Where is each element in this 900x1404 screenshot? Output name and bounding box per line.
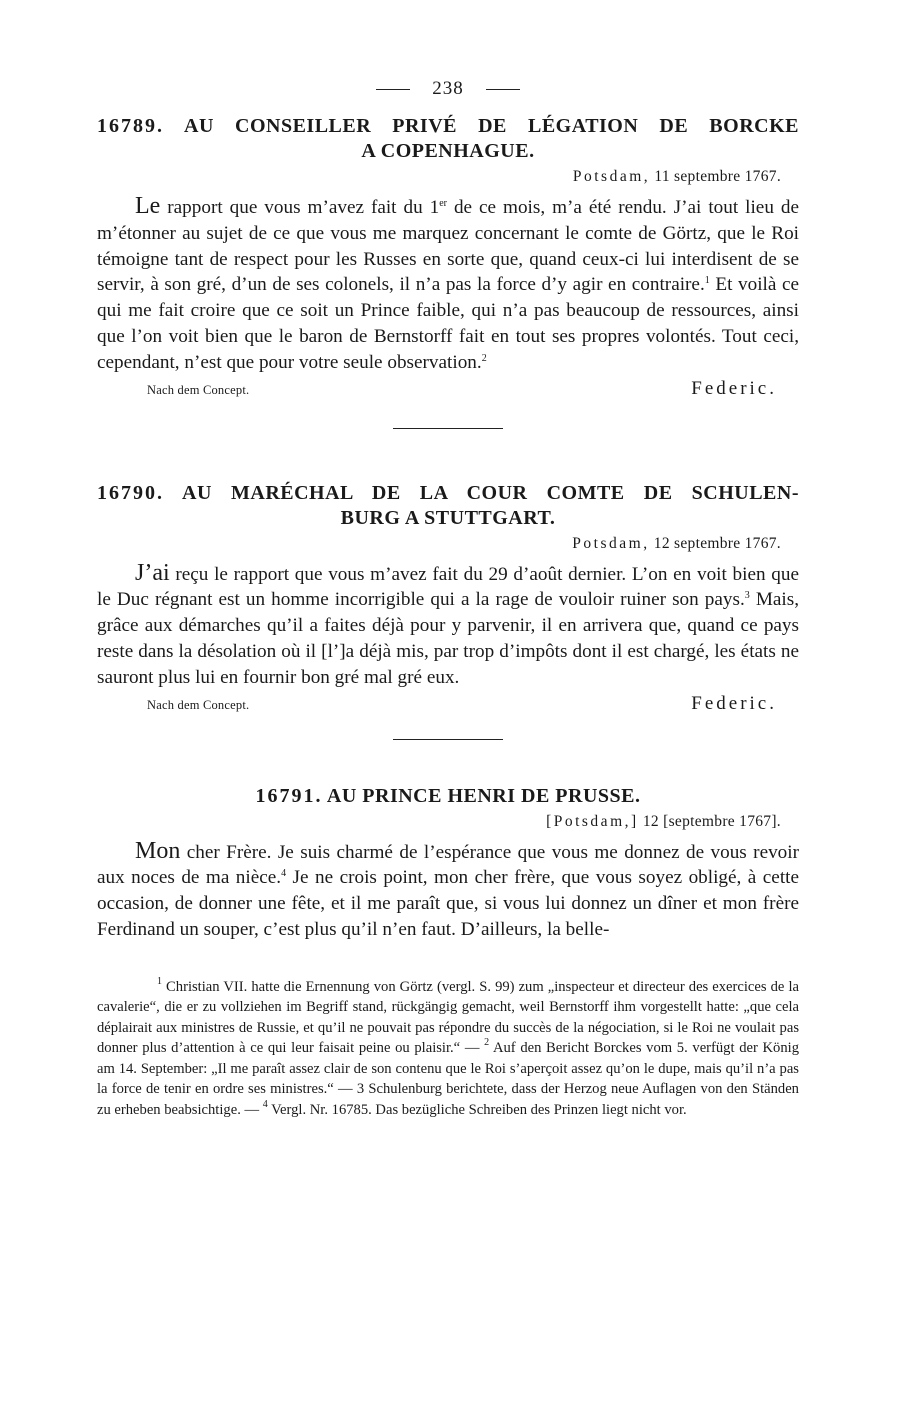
footnote-ref: 4: [281, 868, 287, 880]
page-number: 238: [432, 78, 464, 99]
page: [97, 78, 799, 1120]
source-note: Nach dem Concept.: [147, 382, 250, 397]
body-text: reçu le rapport que vous m’avez fait du 29 d’août dernier. L’on en voit bien que le Duc régnant est un homme incorrigible qui a la rage de vouloir ruiner son pays.: [97, 563, 799, 611]
letter-16789: [97, 114, 799, 429]
body-text: Et voilà ce qui me fait croire que ce soit un Prince faible, qui n’a pas beaucoup de ressources, ainsi que l’on voit bien que le baron de Bernstorff fait en tout ses propres volontés. Tout ceci, cependant, n’est que pour votre seule observation.: [97, 274, 800, 373]
first-word: Le: [135, 193, 161, 219]
superscript: er: [439, 198, 447, 209]
body-text: Mais, grâce aux démarches qu’il a faites déjà pour y parvenir, il en arrivera que, quand ce pays reste dans la désolation où il [l’]a déjà mis, par trop d’impôts dont il est chargé, les états ne sauront plus lui en fournir bon gré mal gré eux.: [97, 589, 800, 688]
dateline: [97, 535, 781, 553]
divider: [486, 89, 520, 90]
body-text: rapport que vous m’avez fait du 1: [160, 197, 440, 218]
letter-number: 16789.: [97, 115, 164, 137]
heading-text: AU CONSEILLER PRIVÉ DE LÉGATION DE BORCKE: [184, 115, 799, 137]
footnote-mark: 3: [356, 1081, 365, 1098]
footnote-ref: 1: [704, 275, 710, 287]
signature: Federic.: [691, 377, 777, 399]
footnotes: [97, 977, 799, 1121]
place: [Potsdam,]: [546, 812, 639, 830]
letter-body: [97, 839, 799, 943]
date: 12 septembre 1767.: [653, 534, 781, 552]
source-note: Nach dem Concept.: [147, 697, 250, 712]
heading-line-1: [97, 114, 799, 139]
footnote-mark: 2: [484, 1037, 490, 1049]
letter-body: [97, 561, 799, 691]
footnote-mark: 1: [157, 975, 162, 987]
letter-16790: [97, 481, 799, 740]
heading-line-1: [97, 481, 799, 506]
body-text: de ce mois, m’a été rendu. J’ai tout lieu de m’étonner au sujet de ce que vous me marquez concernant le comte de Görtz, que le Roi témoigne tant de respect pour les Russes en sorte que, quand ceux-ci lui interdisent de se servir, à son gré, d’un de ses colonels, il n’a pas la force d’y agir en contraire.: [97, 197, 799, 296]
first-word: Mon: [135, 837, 181, 864]
section-rule: [393, 428, 503, 429]
heading-line-2: BURG A STUTTGART.: [340, 506, 556, 529]
signature-row: [97, 378, 799, 400]
divider: [376, 89, 410, 90]
heading-line-2: A COPENHAGUE.: [361, 140, 535, 162]
letter-number: 16790.: [97, 481, 164, 504]
footnote-text: Vergl. Nr. 16785. Das bezügliche Schreiben des Prinzen liegt nicht vor.: [267, 1101, 687, 1118]
first-word: J’ai: [135, 559, 170, 586]
place: Potsdam,: [572, 534, 650, 552]
body-text: cher Frère. Je suis charmé de l’espérance que vous me donnez de vous revoir aux noces de ma nièce.: [97, 841, 799, 889]
footnote-ref: 2: [481, 352, 487, 364]
footnote-text: Schulenburg berichtete, dass der Herzog neue Auflagen von den Ständen zu erheben beabsichtige. —: [97, 1081, 799, 1118]
heading-text: AU PRINCE HENRI DE PRUSSE.: [326, 784, 641, 807]
section-rule: [393, 739, 503, 740]
footnote-ref: 3: [744, 590, 750, 602]
letter-body: [97, 194, 799, 376]
letter-heading: [97, 114, 799, 164]
letter-16791: [97, 784, 799, 943]
signature-row: [97, 693, 799, 715]
dateline: [97, 813, 781, 831]
footnote-text: Christian VII. hatte die Ernennung von Görtz (vergl. S. 99) zum „inspecteur et directeur des exercices de la cavalerie“, die er zu vollziehen im Begriff stand, rückgängig gemacht, weil Bernstorff ihm vorgestellt hatte: „que cela déplairait aux ministres de Russie, et qu’il ne pouvait pas répondre du succès de la négociation, si le Roi ne voulait pas donner plus d’attention à ce qui leur faisait peine ou plaisir.“ —: [97, 978, 799, 1057]
page-number-line: [97, 78, 799, 100]
signature: Federic.: [691, 692, 777, 714]
place: Potsdam,: [572, 168, 651, 185]
footnote-text: Auf den Bericht Borckes vom 5. verfügt der König am 14. September: „Il me paraît assez clair de son contenu que le Roi s’aperçoit assez qu’on le dupe, mais qu’il n’a pas la force de tenir en ordre ses ministres.“ —: [97, 1040, 799, 1098]
body-text: Je ne crois point, mon cher frère, que vous soyez obligé, à cette occasion, de donner une fête, et il me paraît que, si vous lui donnez un dîner et mon frère Ferdinand un souper, c’est plus qu’il n’en faut. D’ailleurs, la belle-: [97, 867, 799, 940]
heading-text: AU MARÉCHAL DE LA COUR COMTE DE SCHULEN-: [182, 481, 799, 504]
dateline: [97, 168, 781, 186]
date: 11 septembre 1767.: [654, 168, 781, 185]
letter-heading: [97, 481, 799, 531]
letter-heading: [97, 784, 799, 809]
letter-number: 16791.: [255, 784, 323, 807]
footnote-mark: 4: [262, 1098, 268, 1110]
date: 12 [septembre 1767].: [642, 812, 781, 830]
